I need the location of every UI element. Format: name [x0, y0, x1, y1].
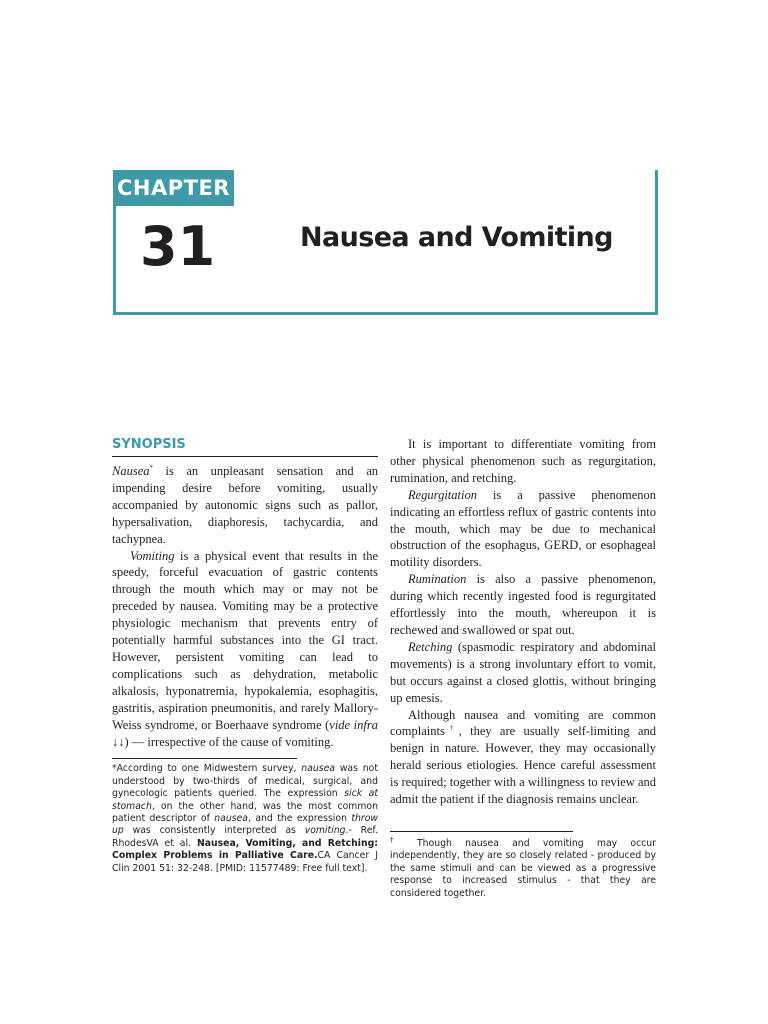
footnote-divider-left	[112, 758, 297, 759]
left-column	[112, 436, 378, 875]
synopsis-heading: SYNOPSIS	[112, 436, 378, 457]
rumination-paragraph	[390, 571, 656, 639]
fn-left-text-5: was consistently interpreted as	[123, 825, 305, 837]
nausea-definition: is an unpleasant sensation and an impending desire before vomiting, usually accompanied by autonomic signs such as pallor, hypersalivation, diaphoresis, tachycardia, and tachypnea.	[112, 464, 378, 546]
fn-left-italic-1: nausea	[301, 763, 335, 775]
rumination-definition: is also a passive phenomenon, during which recently ingested food is regurgitated effortlessly into the mouth, whereupon it is rechewed and swallowed or spat out.	[390, 572, 656, 637]
rumination-term: Rumination	[408, 572, 467, 587]
differentiate-paragraph: It is important to differentiate vomiting from other physical phenomenon such as regurgitation, rumination, and retching.	[390, 437, 656, 485]
vomiting-paragraph	[112, 548, 378, 751]
fn-left-text-6: .- Ref. RhodesVA et al.	[112, 825, 378, 849]
chapter-title: Nausea and Vomiting	[300, 222, 613, 253]
fn-left-text-3: , on the other hand, was the most common patient descriptor of	[112, 800, 378, 825]
fn-left-text-2: was not understood by two-thirds of medical, surgical, and gynecologic patients queried. The expression	[112, 763, 379, 800]
fn-left-citation: CA Cancer J Clin 2001 51: 32-248. [PMID: 11577489: Free full text].	[112, 850, 378, 874]
retching-term: Retching	[408, 639, 453, 654]
fn-left-reference-title: Nausea, Vomiting, and Retching: Complex Problems in Palliative Care.	[112, 837, 378, 862]
complaints-text-1: Although nausea and vomiting are common complaints	[390, 707, 656, 739]
complaints-paragraph	[390, 707, 656, 808]
fn-right-text: Though nausea and vomiting may occur independently, they are so closely related - produced by the same stimuli and can be viewed as a progressive response to increased stimulus - that they are considered together.	[390, 838, 656, 899]
right-column	[390, 436, 656, 808]
footnote-marker-dagger: †	[444, 724, 459, 733]
fn-left-italic-4: throw up	[112, 813, 379, 837]
footnote-left	[112, 763, 378, 875]
footnote-divider-right	[390, 831, 573, 832]
fn-left-italic-3: nausea	[214, 813, 248, 825]
vomiting-definition: is a physical event that results in the speedy, forceful evacuation of gastric contents through the mouth which may or may not be preceded by nausea. Vomiting may be a protective physiologic mechanism that prevents entry of potentially harmful substances into the GI tract. However, persistent vomiting can lead to complications such as dehydration, metabolic alkalosis, hyponatremia, hypokalemia, esophagitis, gastritis, aspiration pneumonitis, and rarely Mallory-Weiss syndrome, or Boerhaave syndrome (	[112, 548, 378, 732]
retching-paragraph	[390, 639, 656, 707]
fn-right-marker: †	[390, 835, 404, 844]
vide-infra: vide infra	[329, 717, 378, 732]
footnote-marker-asterisk: *	[149, 463, 153, 472]
fn-left-italic-5: vomiting	[304, 825, 346, 837]
regurgitation-paragraph	[390, 487, 656, 572]
retching-definition: (spasmodic respiratory and abdominal movements) is a strong involuntary effort to vomit, but occurs against a closed glottis, without bringing up emesis.	[390, 639, 656, 705]
nausea-term: Nausea	[112, 464, 150, 478]
fn-left-text-4: , and the expression	[247, 813, 352, 825]
chapter-number: 31	[140, 215, 216, 278]
chapter-label: CHAPTER	[113, 170, 234, 206]
complaints-text-2: , they are usually self-limiting and benign in nature. However, they may occasionally herald serious etiologies. Hence careful assessment is required; together with a willingness to review and admit the patient if the diagnosis remains unclear.	[390, 724, 657, 807]
nausea-paragraph	[112, 463, 378, 548]
regurgitation-definition: is a passive phenomenon indicating an effortless reflux of gastric contents into the mouth, which may be due to mechanical obstruction of the esophagus, GERD, or esophageal motility disorders.	[390, 487, 656, 570]
regurgitation-term: Regurgitation	[408, 487, 477, 502]
vomiting-term: Vomiting	[130, 548, 175, 563]
vomiting-definition-end: ↓↓) — irrespective of the cause of vomiting.	[112, 734, 334, 749]
fn-left-italic-2: sick at stomach	[112, 788, 378, 812]
footnote-right	[390, 835, 656, 900]
fn-left-text-1: *According to one Midwestern survey,	[112, 763, 302, 775]
